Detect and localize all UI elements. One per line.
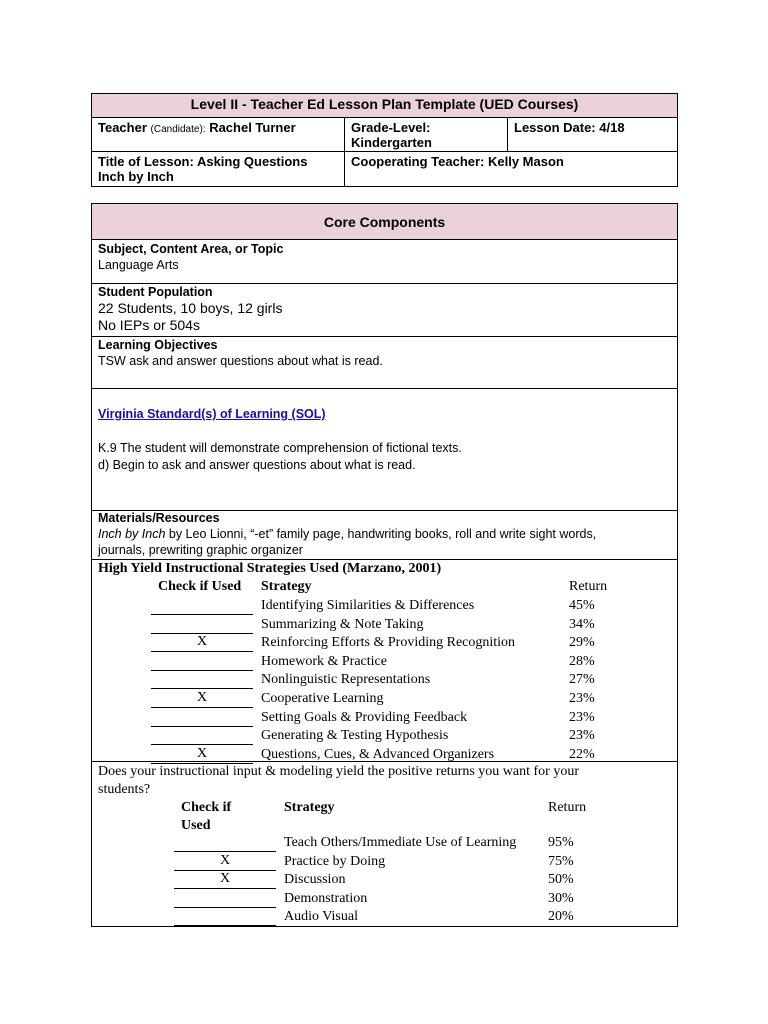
check-blank — [151, 726, 253, 727]
cooperating-teacher: Cooperating Teacher: Kelly Mason — [345, 152, 678, 187]
strategy-name: Generating & Testing Hypothesis — [261, 728, 449, 744]
subject-label: Subject, Content Area, or Topic — [98, 242, 284, 256]
teacher-name: Rachel Turner — [209, 120, 296, 135]
lesson-header-table — [91, 93, 678, 187]
check-mark: X — [196, 690, 208, 705]
strategies-col-return: Return — [569, 579, 608, 594]
grade-label: Grade-Level: — [351, 120, 431, 135]
check-mark: X — [196, 634, 208, 650]
check-blank — [151, 651, 253, 652]
teacher-label: Teacher — [98, 120, 147, 135]
check-mark: X — [219, 852, 231, 868]
strategy-return: 29% — [569, 635, 595, 651]
strategies-section — [92, 560, 677, 762]
materials-book-title: Inch by Inch — [98, 527, 166, 541]
strategy-return: 50% — [548, 872, 574, 888]
strategies-col-strategy: Strategy — [261, 579, 312, 594]
check-mark: X — [196, 745, 208, 761]
materials-section — [92, 511, 677, 560]
strategy-return: 22% — [569, 746, 595, 762]
core-components-table — [91, 203, 678, 927]
strategies-heading: High Yield Instructional Strategies Used (Marzano, 2001) — [98, 561, 442, 576]
modeling-col-return: Return — [548, 800, 587, 815]
check-blank — [174, 907, 276, 908]
strategy-name: Practice by Doing — [284, 853, 386, 869]
objectives-section — [92, 337, 677, 389]
check-blank — [174, 888, 276, 889]
population-section — [92, 284, 677, 337]
strategy-return: 27% — [569, 672, 595, 688]
modeling-col-check-line1: Check if — [181, 800, 232, 815]
strategy-return: 20% — [548, 909, 574, 925]
strategy-name: Teach Others/Immediate Use of Learning — [284, 835, 517, 850]
modeling-question-line2: students? — [98, 782, 151, 797]
sol-section — [92, 389, 677, 511]
objectives-label: Learning Objectives — [98, 338, 218, 352]
check-mark: X — [219, 871, 231, 887]
strategy-name: Demonstration — [284, 890, 368, 906]
strategy-return: 30% — [548, 890, 574, 906]
strategy-return: 34% — [569, 616, 595, 632]
lesson-title-line2: Inch by Inch — [98, 169, 174, 184]
strategy-return: 45% — [569, 598, 595, 613]
strategy-name: Homework & Practice — [261, 653, 387, 669]
teacher-sublabel: (Candidate): — [150, 124, 206, 135]
core-components-heading: Core Components — [92, 204, 677, 240]
strategy-return: 23% — [569, 728, 595, 744]
population-line2: No IEPs or 504s — [98, 317, 200, 333]
check-blank — [174, 925, 276, 926]
modeling-col-strategy: Strategy — [284, 800, 335, 815]
objectives-value: TSW ask and answer questions about what is read. — [98, 354, 383, 368]
check-blank — [151, 670, 253, 671]
materials-line1-rest: by Leo Lionni, “-et” family page, handwriting books, roll and write sight words, — [165, 527, 597, 541]
strategy-name: Reinforcing Efforts & Providing Recognition — [261, 635, 516, 651]
lesson-date: Lesson Date: 4/18 — [508, 118, 678, 152]
strategy-return: 75% — [548, 853, 574, 869]
sol-link[interactable]: Virginia Standard(s) of Learning (SOL) — [98, 407, 326, 421]
strategy-name: Identifying Similarities & Differences — [261, 598, 475, 613]
subject-value: Language Arts — [98, 258, 179, 272]
population-line1: 22 Students, 10 boys, 12 girls — [98, 300, 283, 316]
teacher-cell — [92, 118, 345, 152]
sol-line1: K.9 The student will demonstrate comprehension of fictional texts. — [98, 441, 462, 455]
strategy-name: Discussion — [284, 872, 346, 888]
strategy-return: 28% — [569, 653, 595, 669]
strategy-return: 95% — [548, 835, 574, 850]
check-blank — [151, 707, 253, 708]
strategy-name: Nonlinguistic Representations — [261, 672, 431, 688]
strategy-name: Audio Visual — [284, 909, 358, 925]
template-title: Level II - Teacher Ed Lesson Plan Template (UED Courses) — [92, 94, 678, 118]
lesson-title-line1: Title of Lesson: Asking Questions — [98, 154, 308, 169]
modeling-col-check-line2: Used — [181, 818, 211, 833]
materials-line2: journals, prewriting graphic organizer — [98, 543, 303, 557]
modeling-section — [92, 762, 677, 926]
grade-cell — [345, 118, 508, 152]
strategy-return: 23% — [569, 691, 595, 706]
strategy-name: Questions, Cues, & Advanced Organizers — [261, 746, 495, 762]
strategy-name: Cooperative Learning — [261, 691, 384, 706]
strategies-col-check: Check if Used — [158, 579, 242, 594]
grade-value: Kindergarten — [351, 135, 432, 150]
strategy-name: Setting Goals & Providing Feedback — [261, 709, 468, 725]
strategy-name: Summarizing & Note Taking — [261, 616, 424, 632]
strategy-return: 23% — [569, 709, 595, 725]
population-label: Student Population — [98, 285, 213, 299]
lesson-title-cell — [92, 152, 345, 187]
modeling-question-line1: Does your instructional input & modeling yield the positive returns you want for your — [98, 764, 579, 779]
materials-label: Materials/Resources — [98, 511, 220, 525]
check-blank — [151, 614, 253, 615]
sol-line2: d) Begin to ask and answer questions about what is read. — [98, 458, 416, 472]
subject-section — [92, 240, 677, 284]
materials-line1 — [98, 526, 596, 542]
